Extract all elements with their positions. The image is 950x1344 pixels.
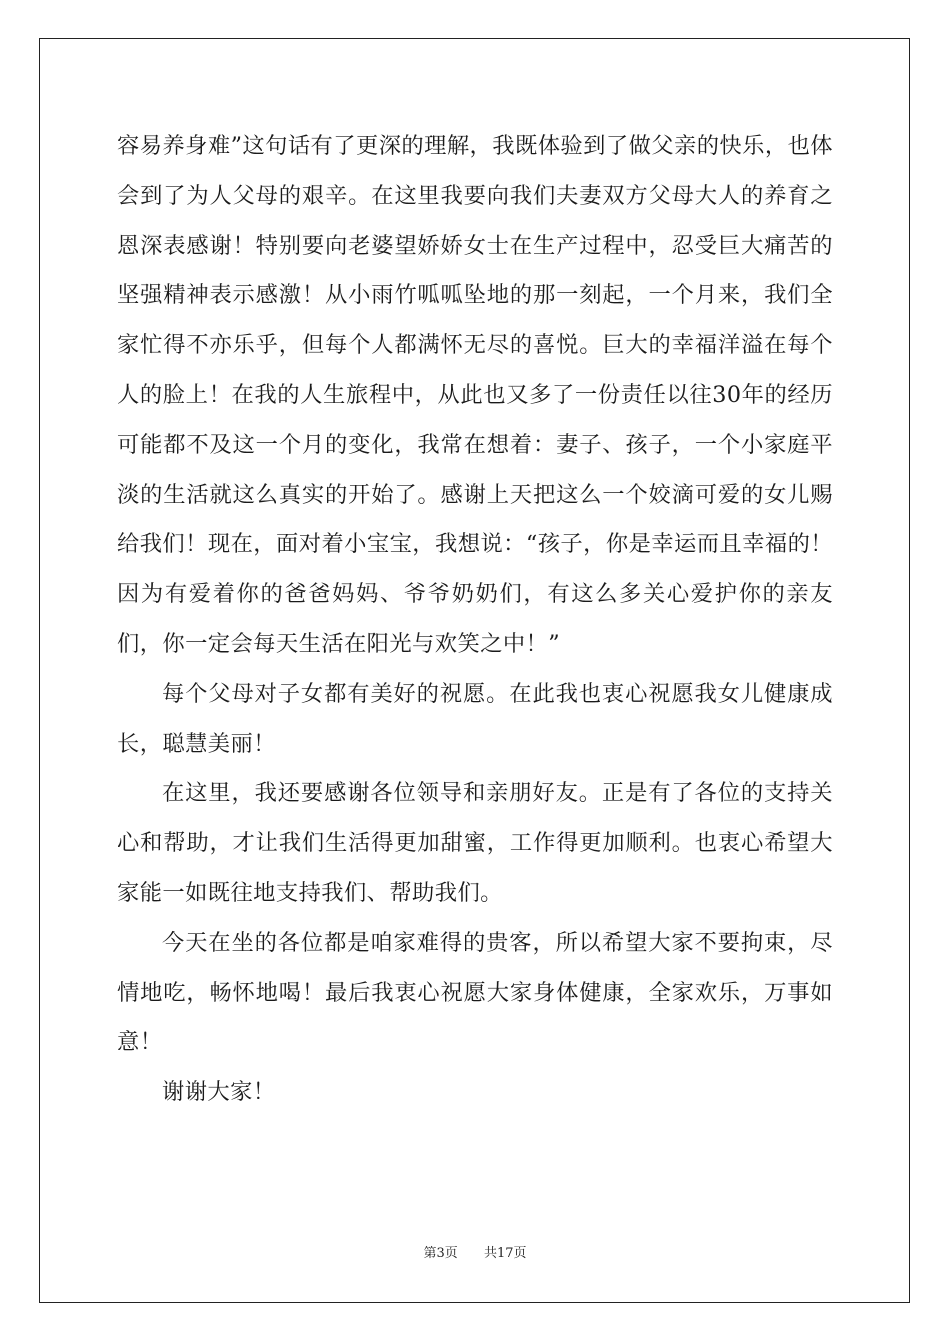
paragraph-3: 在这里，我还要感谢各位领导和亲朋好友。正是有了各位的支持关心和帮助，才让我们生活得更加甜蜜，工作得更加顺利。也衷心希望大家能一如既往地支持我们、帮助我们。 bbox=[117, 780, 833, 906]
page-footer bbox=[0, 1246, 950, 1262]
document-body bbox=[117, 122, 833, 1118]
paragraph-2: 每个父母对子女都有美好的祝愿。在此我也衷心祝愿我女儿健康成长，聪慧美丽！ bbox=[117, 680, 833, 757]
paragraph-4: 今天在坐的各位都是咱家难得的贵客，所以希望大家不要拘束，尽情地吃，畅怀地喝！最后我衷心祝愿大家身体健康，全家欢乐，万事如意！ bbox=[117, 929, 833, 1056]
paragraph-1: 容易养身难”这句话有了更深的理解，我既体验到了做父亲的快乐，也体会到了为人父母的艰辛。在这里我要向我们夫妻双方父母大人的养育之恩深表感谢！特别要向老婆望娇娇女士在生产过程中，忍受巨大痛苦的坚强精神表示感激！从小雨竹呱呱坠地的那一刻起，一个月来，我们全家忙得不亦乐乎，但每个人都满怀无尽的喜悦。巨大的幸福洋溢在每个人的脸上！在我的人生旅程中，从此也又多了一份责任以往30年的经历可能都不及这一个月的变化，我常在想着：妻子、孩子，一个小家庭平淡的生活就这么真实的开始了。感谢上天把这么一个姣滴可爱的女儿赐给我们！现在，面对着小宝宝，我想说：“孩子，你是幸运而且幸福的！因为有爱着你的爸爸妈妈、爷爷奶奶们，有这么多关心爱护你的亲友们，你一定会每天生活在阳光与欢笑之中！” bbox=[117, 133, 833, 657]
paragraph-5: 谢谢大家！ bbox=[162, 1079, 276, 1106]
page-total: 共17页 bbox=[484, 1246, 527, 1261]
page-number: 第3页 bbox=[423, 1246, 458, 1261]
